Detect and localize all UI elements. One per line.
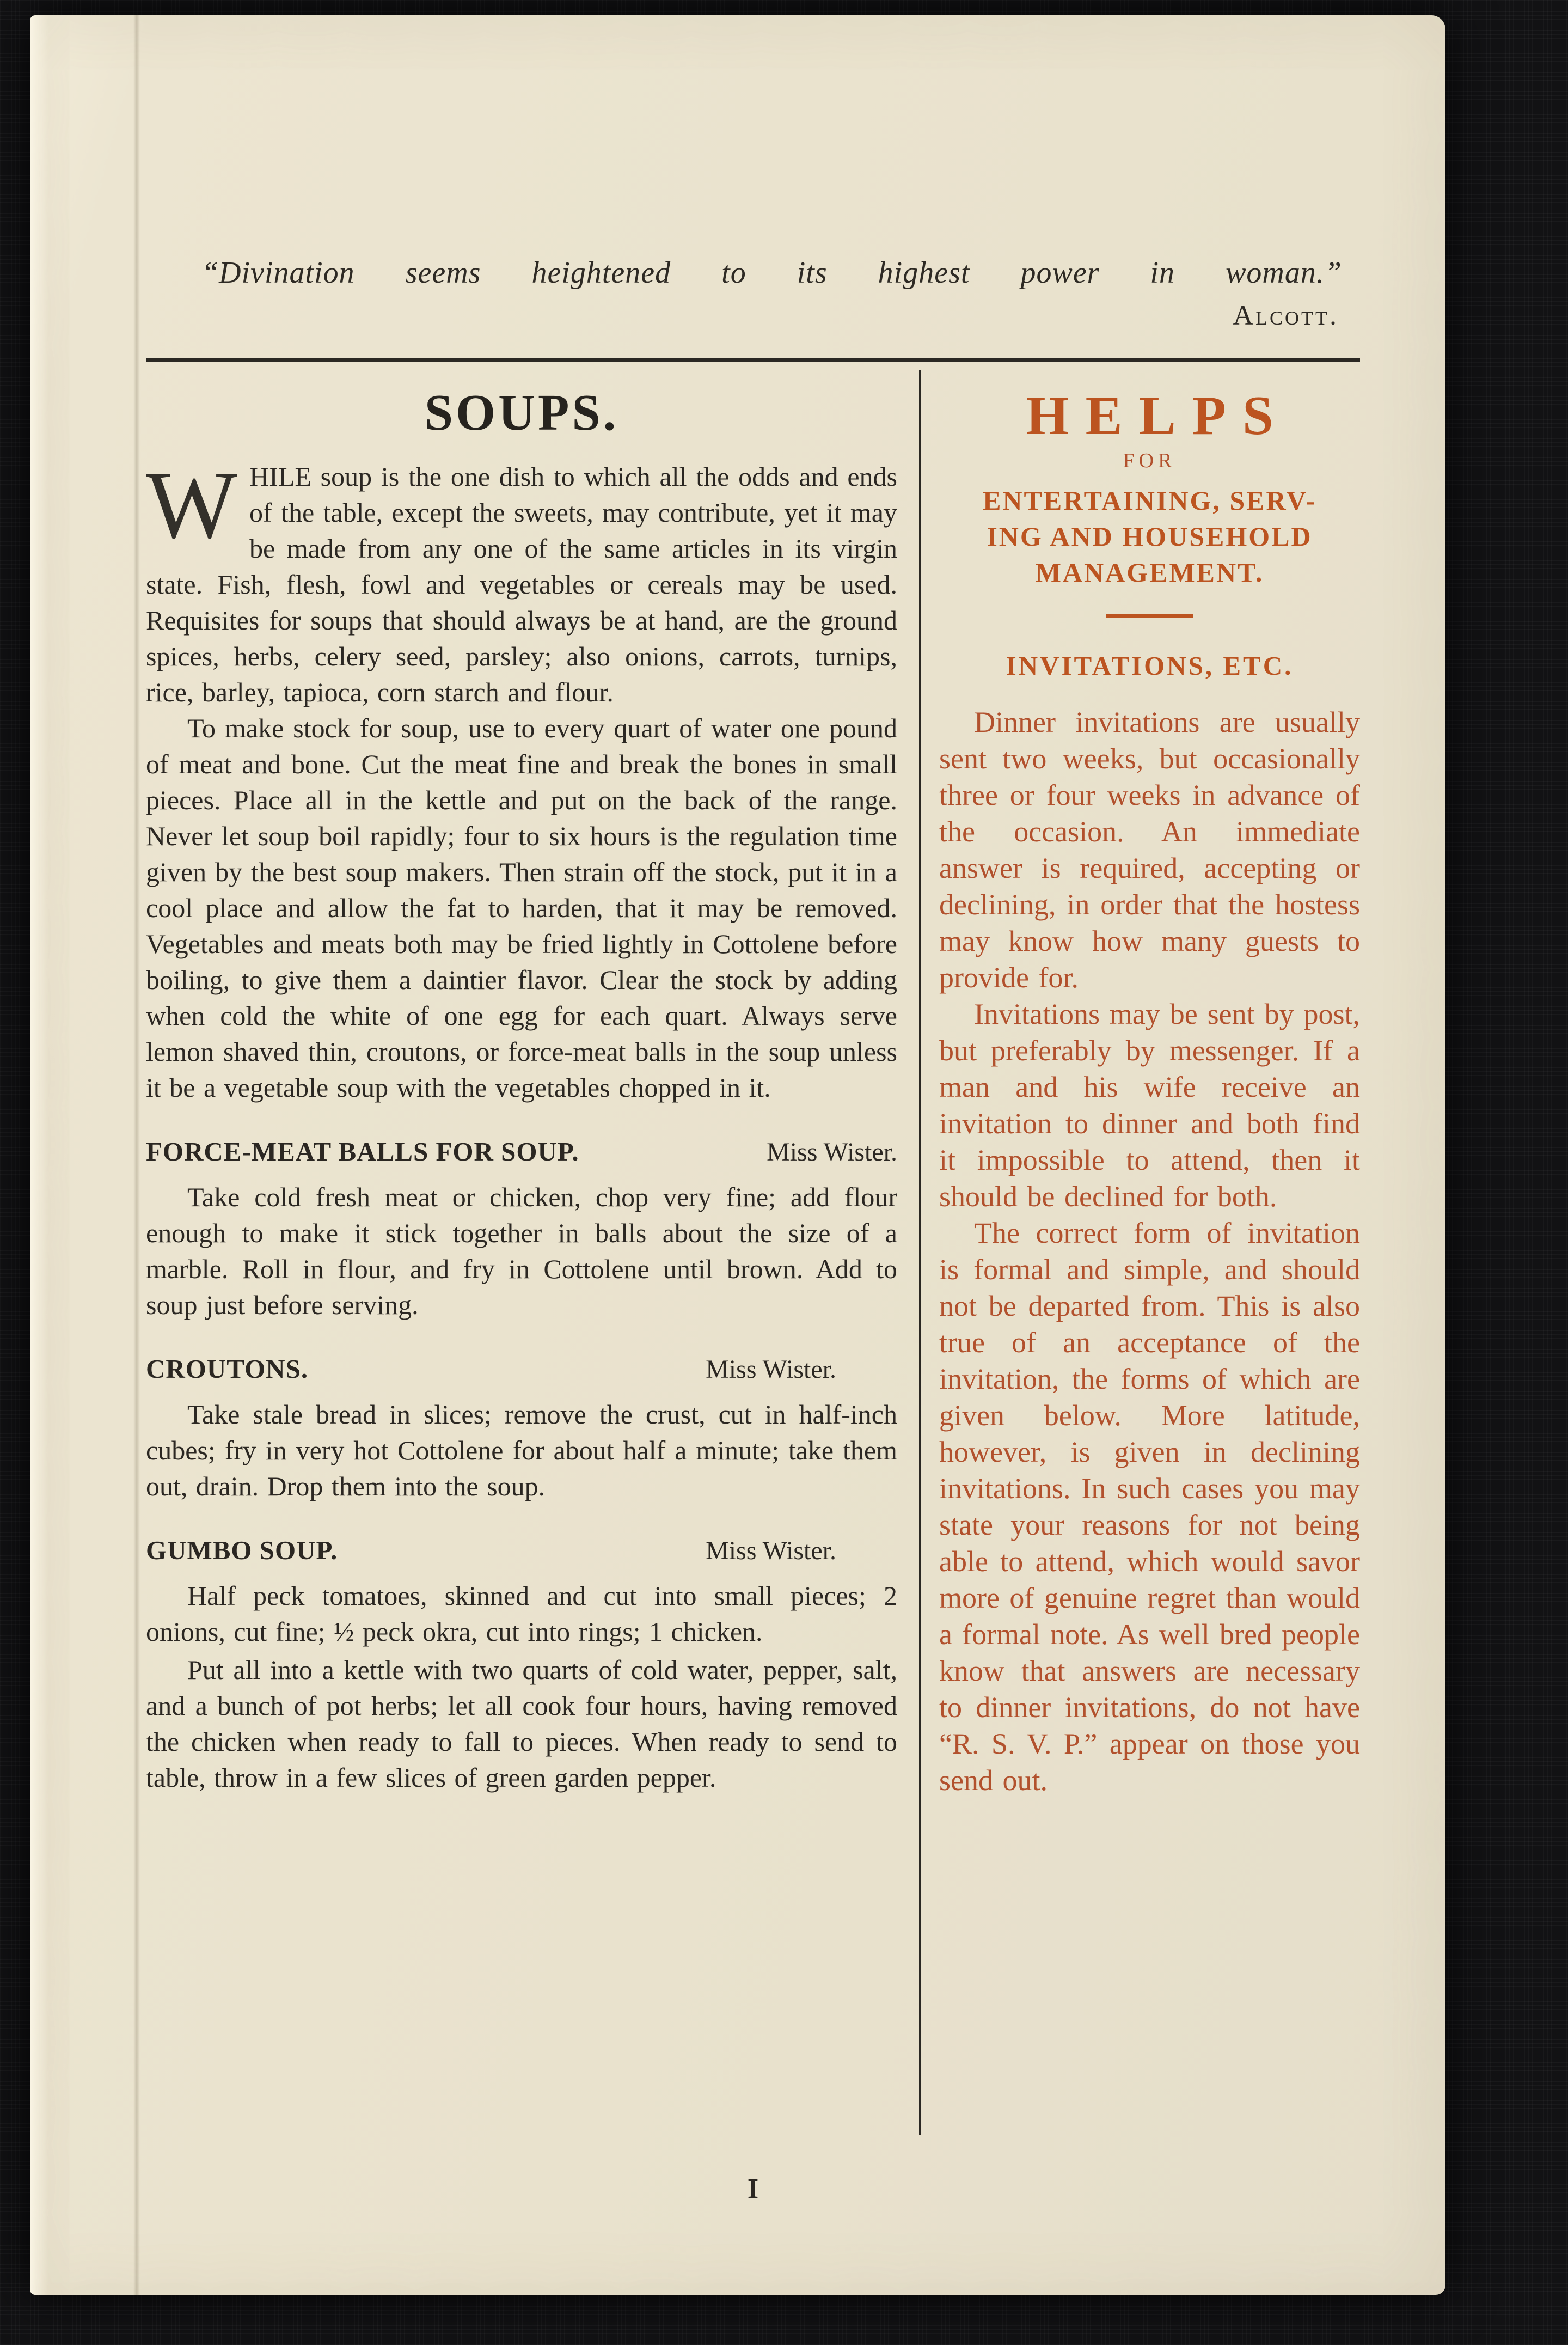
helps-subtitle-line: ENTERTAINING, SERV- [983,485,1316,516]
recipe-text: Take cold fresh meat or chicken, chop very fine; add flour enough to make it stick together in balls about the size of a marble. Roll in flour, and fry in Cottolene until brown. Add to soup just before serving. [146,1182,897,1320]
recipe-name: CROUTONS. [146,1354,309,1384]
recipe-heading [146,1535,897,1566]
recipe-croutons [146,1353,897,1504]
epigraph-quote: “Divination seems heightened to its highest power in woman.” [201,256,1342,290]
soups-intro-paragraph [146,451,897,710]
page-number: I [747,2173,759,2204]
invitations-heading: INVITATIONS, ETC. [1006,651,1294,681]
helps-paragraph: Invitations may be sent by post, but preferably by messenger. If a man and his wife receive an invitation to dinner and both find it impossible to attend, then it should be declined for both. [939,998,1360,1213]
soups-intro-text: HILE soup is the one dish to which all the odds and ends of the table, except the sweets, may contribute, yet it may be made from any one of the same articles in its virgin state. Fish, flesh, fowl and vegetables or cereals may be used. Requisites for soups that should always be at hand, are the ground spices, herbs, celery seed, parsley; also onions, carrots, turnips, rice, barley, tapioca, corn starch and flour. [146,461,897,707]
dropcap-w: W [146,451,238,559]
helps-subtitle-line: ING AND HOUSEHOLD [987,521,1313,552]
helps-column [939,370,1360,1799]
soups-stock-paragraph: To make stock for soup, use to every quart of water one pound of meat and bone. Cut the meat fine and break the bones in small pieces. Place all in the kettle and put on the back of the range. Never let soup boil rapidly; four to six hours is the regulation time given by the best soup makers. Then strain off the stock, put it in a cool place and allow the fat to harden, that it may be removed. Vegetables and meats both may be fried lightly in Cottolene before boiling, to give them a daintier flavor. Clear the stock by adding when cold the white of one egg for each quart. Always serve lemon shaved thin, croutons, or force-meat balls in the soup unless it be a vegetable soup with the vegetables chopped in it. [146,713,897,1103]
recipe-heading [146,1353,897,1384]
recipe-gumbo-soup [146,1535,897,1796]
epigraph [201,254,1342,332]
recipe-name: GUMBO SOUP. [146,1535,338,1565]
page-fold [133,15,140,2295]
helps-paragraph: The correct form of invitation is formal and simple, and should not be departed from. This is also true of an acceptance of the invitation, the forms of which are given below. More latitude, however, is given in declining invitations. In such cases you may state your reasons for not being able to attend, which would savor more of genuine regret than would a formal note. As well bred people know that answers are necessary to dinner invitations, do not have “R. S. V. P.” appear on those you send out. [939,1217,1360,1797]
recipe-text: Take stale bread in slices; remove the crust, cut in half-inch cubes; fry in very hot Cottolene for about half a minute; take them out, drain. Drop them into the soup. [146,1399,897,1501]
column-divider [919,370,921,2135]
book-page [30,15,1445,2295]
recipe-contributor: Miss Wister. [706,1355,836,1384]
recipe-text: Half peck tomatoes, skinned and cut into small pieces; 2 onions, cut fine; ½ peck okra, cut into rings; 1 chicken. [146,1580,897,1647]
content-columns [146,370,1360,2135]
recipe-heading [146,1136,897,1167]
helps-subtitle-for: FOR [1123,449,1177,472]
recipe-force-meat-balls [146,1136,897,1323]
recipe-contributor: Miss Wister. [706,1536,836,1565]
soups-column [146,370,897,1796]
section-divider-dash [1106,614,1193,618]
header-rule [146,358,1360,362]
helps-paragraph: Dinner invitations are usually sent two weeks, but occasionally three or four weeks in advance of the occasion. An immediate answer is required, accepting or declining, in order that the hostess may know how many guests to provide for. [939,706,1360,994]
epigraph-attribution: Alcott. [1233,300,1339,331]
recipe-text: Put all into a kettle with two quarts of cold water, pepper, salt, and a bunch of pot herbs; let all cook four hours, having removed the chicken when ready to fall to pieces. When ready to send to table, throw in a few slices of green garden pepper. [146,1654,897,1793]
recipe-contributor: Miss Wister. [767,1138,897,1167]
helps-title: HELPS [1026,385,1290,447]
helps-subtitle-line: MANAGEMENT. [1035,557,1264,588]
recipe-name: FORCE-MEAT BALLS FOR SOUP. [146,1137,579,1167]
page-edge [30,15,48,2295]
soups-title: SOUPS. [424,384,619,441]
